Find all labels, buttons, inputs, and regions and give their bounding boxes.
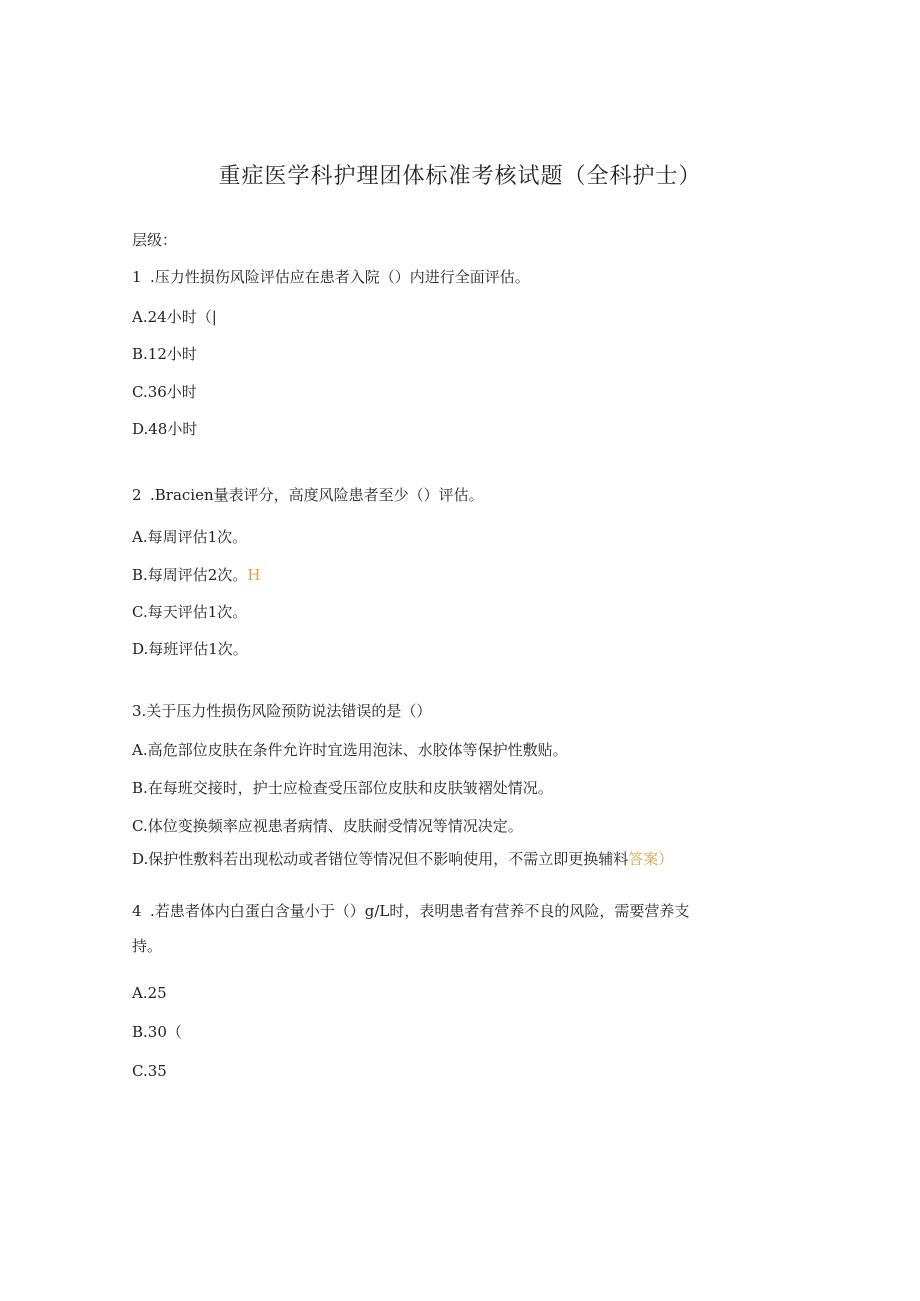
q4-option-c: C.35 (132, 1062, 167, 1080)
q3-option-c: C.体位变换频率应视患者病情、皮肤耐受情况等情况决定。 (132, 817, 523, 835)
question-3-stem: 3.关于压力性损伤风险预防说法错误的是（） (132, 702, 432, 720)
q2-option-c: C.每天评估1次。 (132, 603, 248, 621)
question-1-stem (132, 266, 530, 288)
question-4-stem (132, 900, 689, 922)
level-label: 层级： (132, 231, 178, 249)
question-2-stem (132, 484, 484, 506)
page-title: 重症医学科护理团体标准考核试题（全科护士） (218, 164, 702, 189)
q1-option-b: B.12小时 (132, 345, 197, 363)
q2-option-b (132, 564, 260, 586)
q1-option-d: D.48小时 (132, 420, 198, 438)
question-number: 2 (132, 486, 142, 504)
q3-option-d (132, 848, 673, 870)
q3-option-b: B.在每班交接时，护士应检查受压部位皮肤和皮肤皱褶处情况。 (132, 779, 553, 797)
option-text: B.每周评估2次。 (132, 566, 248, 584)
question-text: .Bracien量表评分，高度风险患者至少（）评估。 (150, 486, 484, 504)
question-number: 1 (132, 268, 142, 286)
question-4-stem-continued: 持。 (132, 937, 163, 955)
question-text: .压力性损伤风险评估应在患者入院（）内进行全面评估。 (150, 268, 530, 286)
option-text: D.保护性敷料若出现松动或者错位等情况但不影响使用，不需立即更换辅料 (132, 850, 629, 868)
question-number: 4 (132, 902, 142, 920)
q3-option-a: A.高危部位皮肤在条件允许时宜选用泡沫、水胶体等保护性敷贴。 (132, 741, 568, 759)
q4-option-a: A.25 (132, 984, 167, 1002)
q1-option-c: C.36小时 (132, 383, 197, 401)
q2-option-d: D.每班评估1次。 (132, 640, 248, 658)
q2-option-a: A.每周评估1次。 (132, 528, 248, 546)
q1-option-a: A.24小时（| (132, 308, 217, 326)
question-text: .若患者体内白蛋白含量小于（）g/L时，表明患者有营养不良的风险，需要营养支 (150, 902, 690, 920)
answer-mark: 答案） (628, 850, 674, 868)
answer-mark: H (247, 566, 261, 584)
q4-option-b: B.30（ (132, 1023, 182, 1041)
